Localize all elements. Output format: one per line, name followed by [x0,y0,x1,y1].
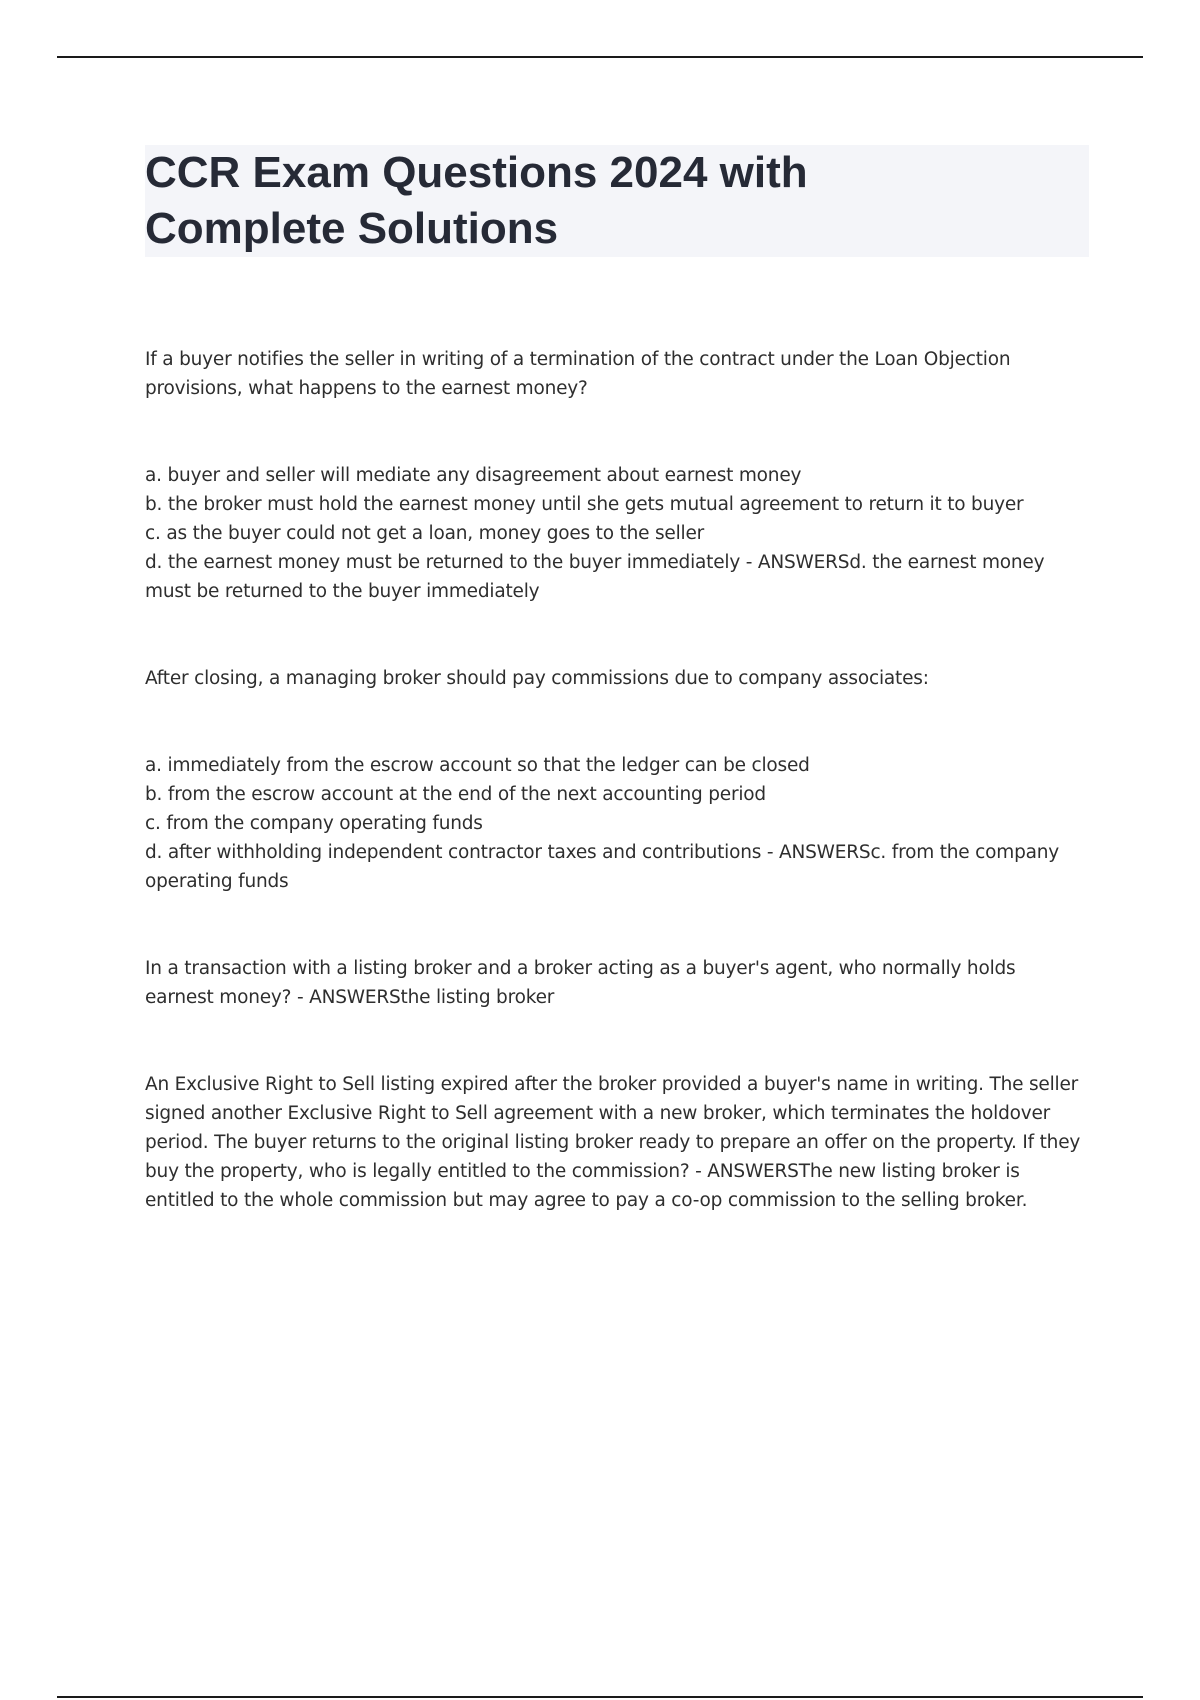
document-body [145,345,1085,1215]
question-text: An Exclusive Right to Sell listing expired after the broker provided a buyer's name in writing. The seller signed another Exclusive Right to Sell agreement with a new broker, which terminates the holdover period. The buyer returns to the original listing broker ready to prepare an offer on the property. If they buy the property, who is legally entitled to the commission? - ANSWERSThe new listing broker is entitled to the whole commission but may agree to pay a co-op commission to the selling broker. [145,1074,1081,1211]
option-item: b. the broker must hold the earnest money until she gets mutual agreement to return it to buyer [145,494,1024,515]
page-title: CCR Exam Questions 2024 with Complete Solutions [145,148,808,253]
question-block-1 [145,345,1085,606]
question-text: In a transaction with a listing broker and a broker acting as a buyer's agent, who normally holds earnest money? - ANSWERSthe listing broker [145,958,1016,1008]
option-item: c. as the buyer could not get a loan, money goes to the seller [145,523,705,544]
question-text: If a buyer notifies the seller in writing of a termination of the contract under the Loan Objection provisions, what happens to the earnest money? [145,349,1011,399]
title-block [145,145,1089,257]
question-block-4 [145,1070,1085,1215]
bottom-rule [57,1696,1143,1698]
option-list [145,461,1085,606]
question-block-3 [145,954,1085,1012]
option-item: b. from the escrow account at the end of the next accounting period [145,784,766,805]
option-item: d. the earnest money must be returned to the buyer immediately - ANSWERSd. the earnest money must be returned to the buyer immediately [145,552,1045,602]
option-item: a. buyer and seller will mediate any disagreement about earnest money [145,465,802,486]
option-item: c. from the company operating funds [145,813,483,834]
question-text: After closing, a managing broker should pay commissions due to company associates: [145,668,929,689]
option-list [145,751,1085,896]
option-item: d. after withholding independent contractor taxes and contributions - ANSWERSc. from the company operating funds [145,842,1060,892]
top-rule [57,56,1143,58]
question-block-2 [145,664,1085,896]
option-item: a. immediately from the escrow account so that the ledger can be closed [145,755,810,776]
